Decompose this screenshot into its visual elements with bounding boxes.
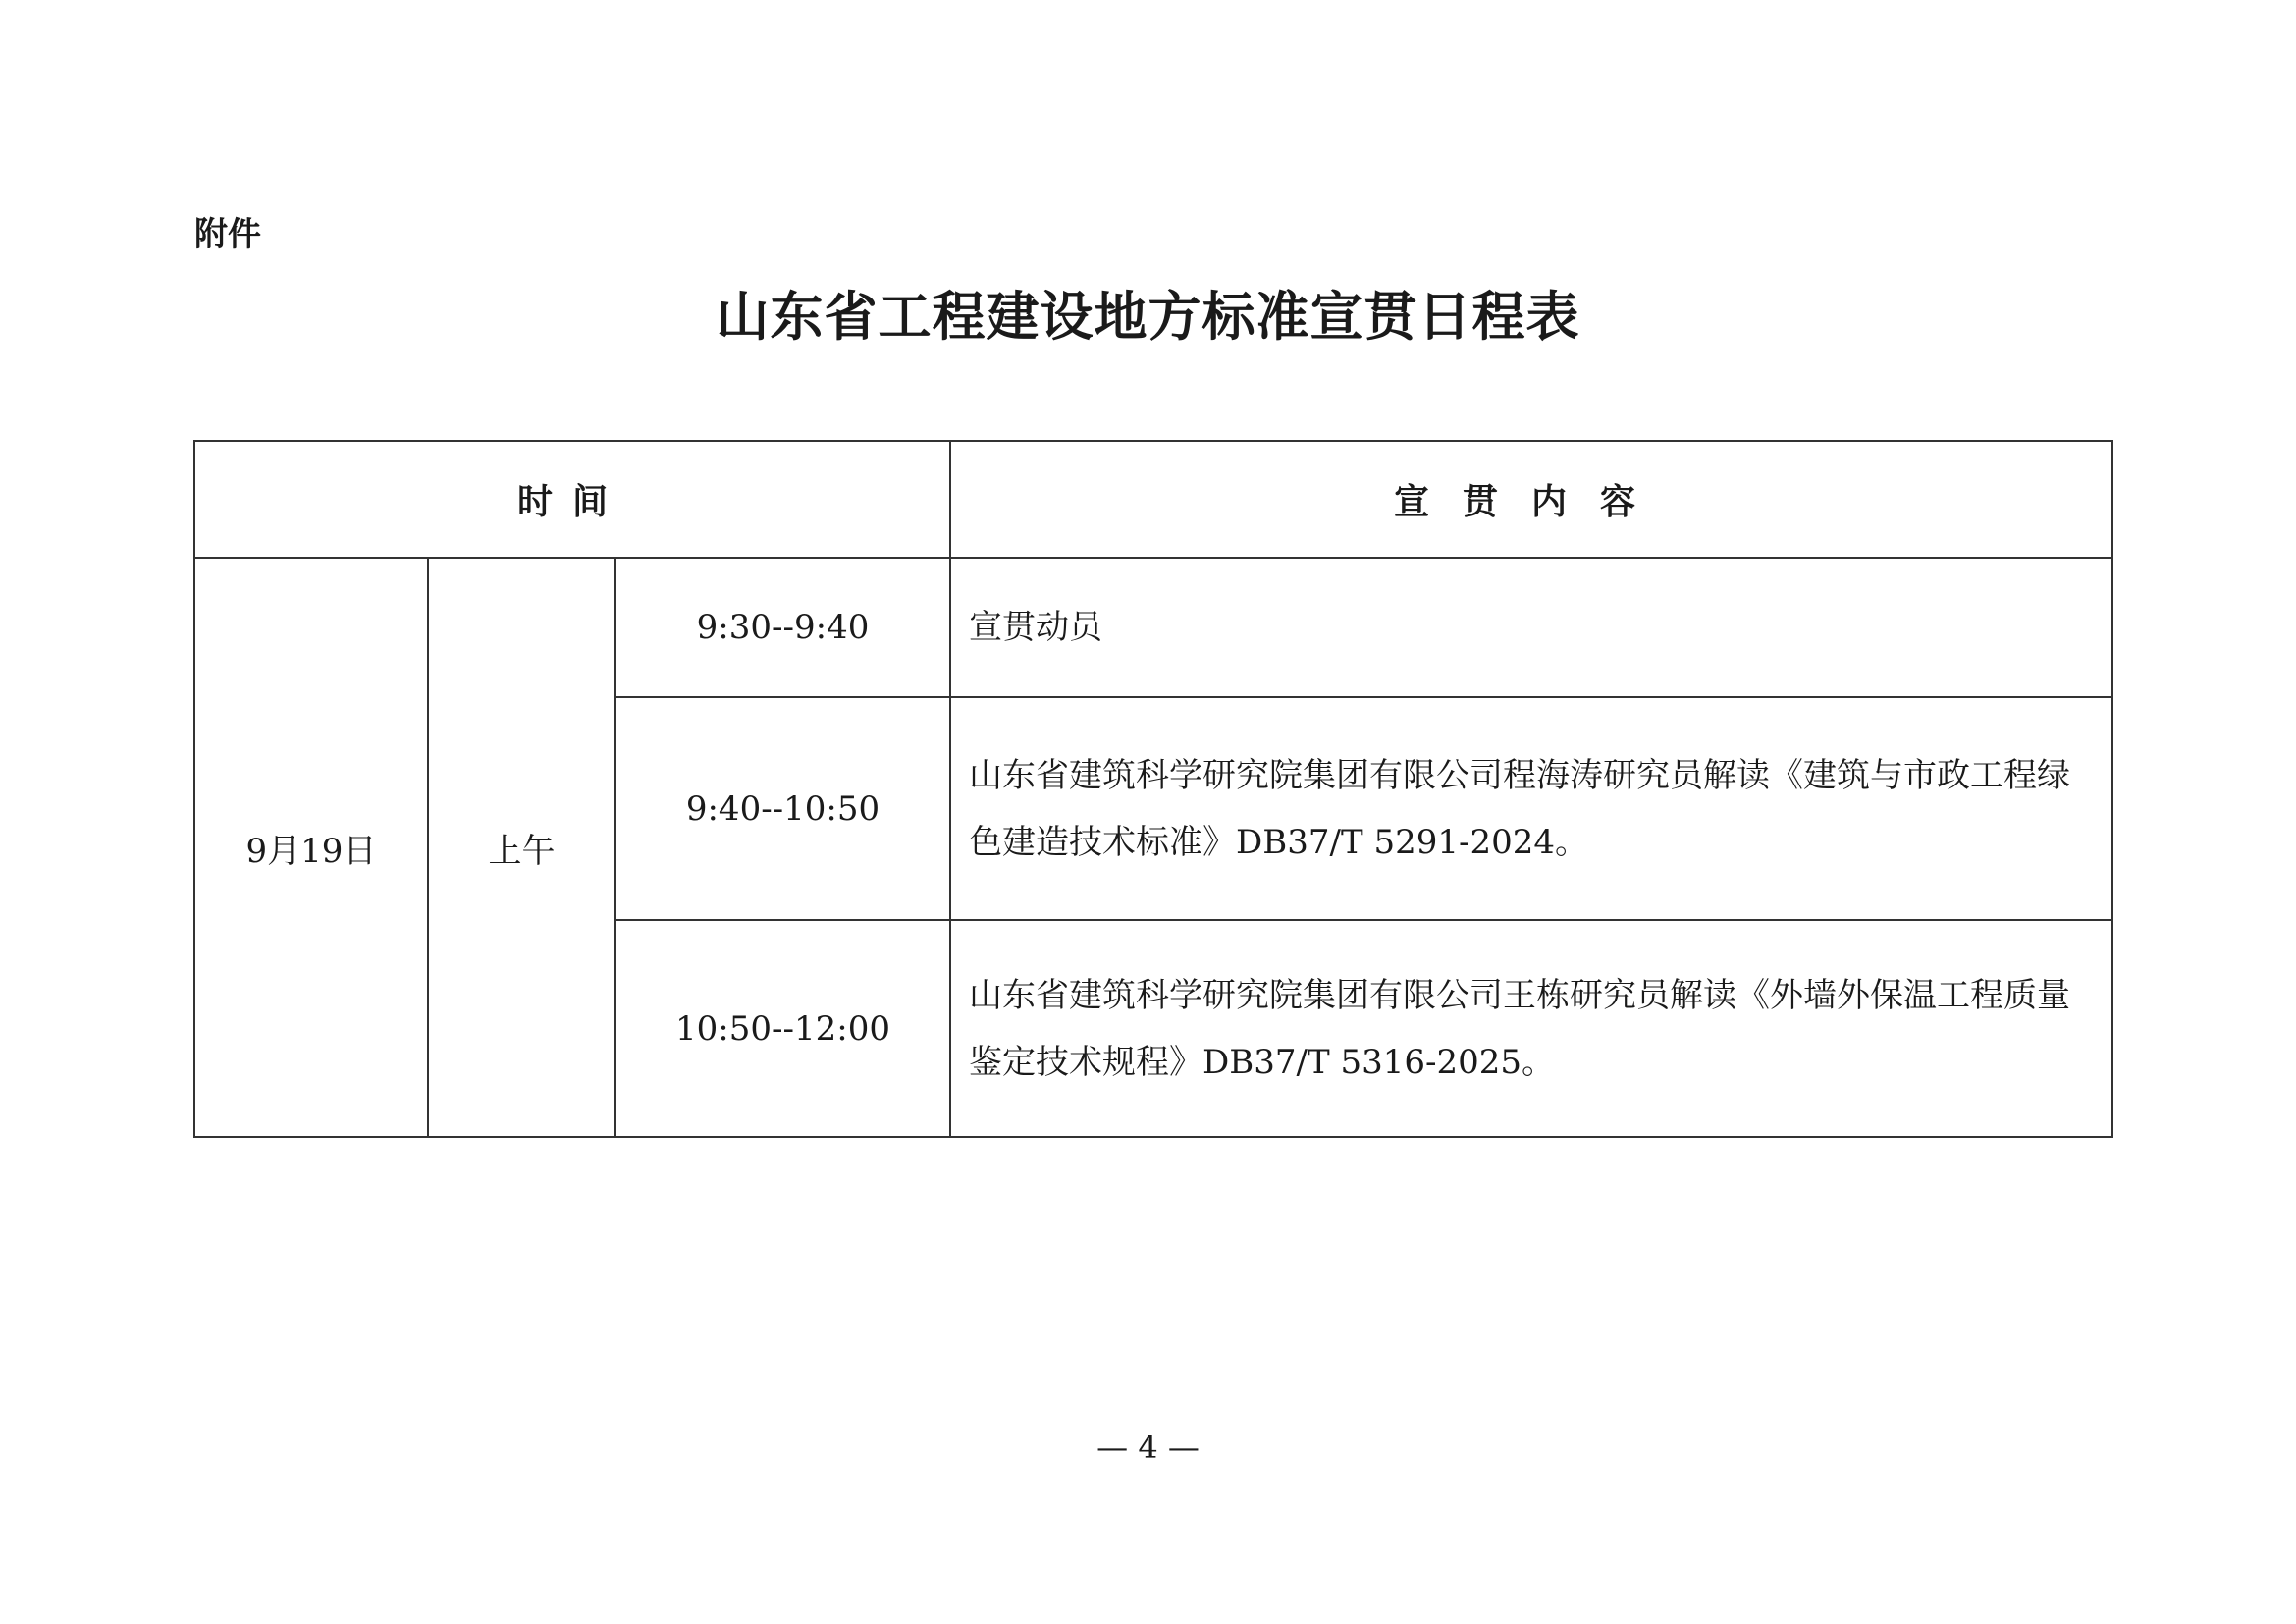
schedule-table [193,440,2113,1138]
content-cell: 山东省建筑科学研究院集团有限公司程海涛研究员解读《建筑与市政工程绿色建造技术标准》DB37/T 5291-2024。 [950,697,2112,920]
time-slot-cell: 9:30--9:40 [615,558,950,697]
header-time: 时间 [194,441,950,558]
attachment-label: 附件 [194,215,261,254]
page-number: — 4 — [1096,1429,1200,1466]
table-row [194,558,2112,697]
table-header-row [194,441,2112,558]
date-cell: 9月19日 [194,558,428,1137]
content-cell: 山东省建筑科学研究院集团有限公司王栋研究员解读《外墙外保温工程质量鉴定技术规程》DB37/T 5316-2025。 [950,920,2112,1137]
content-cell: 宣贯动员 [950,558,2112,697]
document-title: 山东省工程建设地方标准宣贯日程表 [716,285,1580,348]
time-slot-cell: 10:50--12:00 [615,920,950,1137]
period-cell: 上午 [428,558,615,1137]
header-content: 宣贯内容 [950,441,2112,558]
time-slot-cell: 9:40--10:50 [615,697,950,920]
